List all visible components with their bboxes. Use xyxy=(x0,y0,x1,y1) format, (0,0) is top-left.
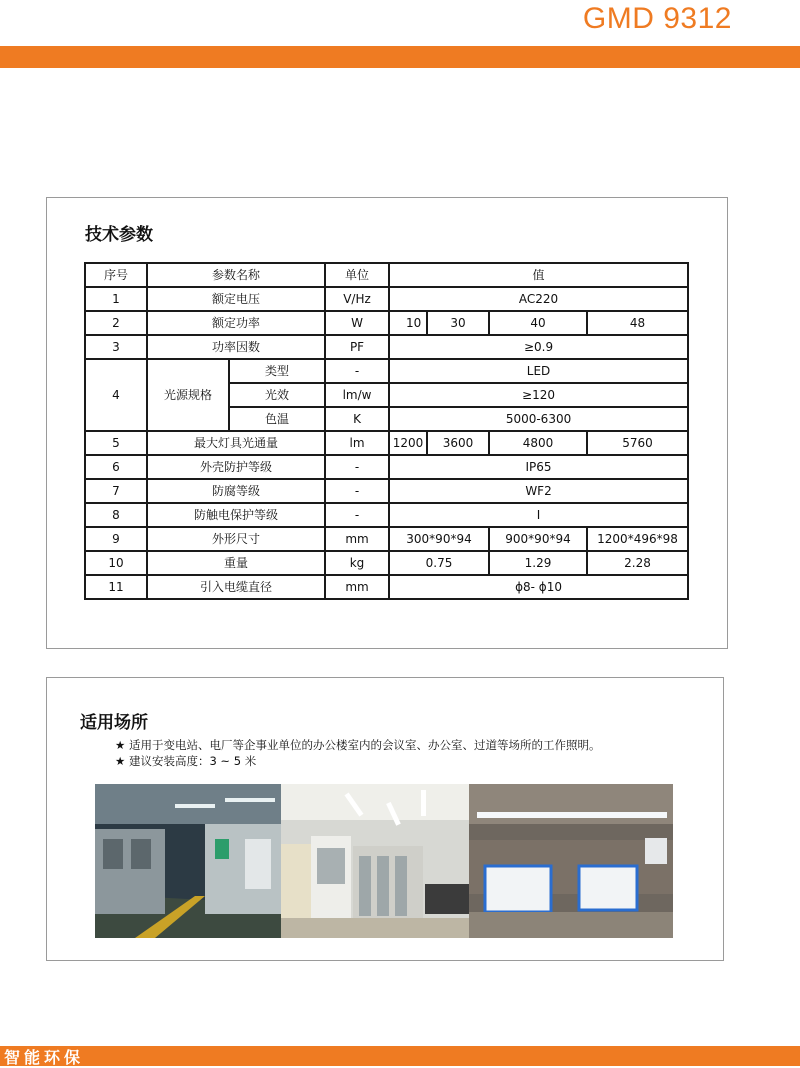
row-value: 40 xyxy=(489,311,587,335)
specs-panel xyxy=(46,197,728,649)
row-value: 1200*496*98 xyxy=(587,527,688,551)
usage-title: 适用场所 xyxy=(80,713,148,733)
usage-bullet: ★ 建议安装高度：3 ~ 5 米 xyxy=(115,754,257,768)
row-name: 重量 xyxy=(147,551,325,575)
row-value: 5000-6300 xyxy=(389,407,688,431)
row-name: 防腐等级 xyxy=(147,479,325,503)
row-value: WF2 xyxy=(389,479,688,503)
row-value: ϕ8- ϕ10 xyxy=(389,575,688,599)
specs-title: 技术参数 xyxy=(85,225,153,245)
row-value: 30 xyxy=(427,311,489,335)
row-name: 额定电压 xyxy=(147,287,325,311)
table-row xyxy=(85,527,688,551)
row-value: 4800 xyxy=(489,431,587,455)
row-unit: W xyxy=(325,311,389,335)
row-name: 类型 xyxy=(229,359,325,383)
row-name: 额定功率 xyxy=(147,311,325,335)
row-value: 3600 xyxy=(427,431,489,455)
row-name: 色温 xyxy=(229,407,325,431)
specs-table xyxy=(84,262,689,600)
row-value: 0.75 xyxy=(389,551,489,575)
row-seq: 4 xyxy=(85,359,147,431)
row-value: 300*90*94 xyxy=(389,527,489,551)
row-value: IP65 xyxy=(389,455,688,479)
table-row xyxy=(85,455,688,479)
usage-bullet: ★ 适用于变电站、电厂等企事业单位的办公楼室内的会议室、办公室、过道等场所的工作照明。 xyxy=(115,738,601,752)
row-value: LED xyxy=(389,359,688,383)
footer-bar xyxy=(0,1046,800,1066)
row-name: 外形尺寸 xyxy=(147,527,325,551)
row-unit: lm xyxy=(325,431,389,455)
photo-control-room xyxy=(281,784,469,938)
row-value: 48 xyxy=(587,311,688,335)
row-seq: 2 xyxy=(85,311,147,335)
row-unit: mm xyxy=(325,575,389,599)
table-row xyxy=(85,359,688,383)
photo-switchgear-room xyxy=(95,784,281,938)
row-name: 功率因数 xyxy=(147,335,325,359)
row-name: 最大灯具光通量 xyxy=(147,431,325,455)
header-value: 值 xyxy=(389,263,688,287)
row-unit: kg xyxy=(325,551,389,575)
row-seq: 3 xyxy=(85,335,147,359)
row-seq: 11 xyxy=(85,575,147,599)
row-unit: - xyxy=(325,455,389,479)
model-number: GMD 9312 xyxy=(582,2,732,35)
row-value: I xyxy=(389,503,688,527)
row-value: 5760 xyxy=(587,431,688,455)
header-unit: 单位 xyxy=(325,263,389,287)
row-seq: 10 xyxy=(85,551,147,575)
table-row xyxy=(85,575,688,599)
row-group: 光源规格 xyxy=(147,359,229,431)
table-row xyxy=(85,335,688,359)
row-unit: - xyxy=(325,503,389,527)
header-seq: 序号 xyxy=(85,263,147,287)
row-name: 防触电保护等级 xyxy=(147,503,325,527)
row-name: 光效 xyxy=(229,383,325,407)
row-seq: 5 xyxy=(85,431,147,455)
table-row xyxy=(85,551,688,575)
cable-tunnel-image xyxy=(469,784,673,938)
row-seq: 7 xyxy=(85,479,147,503)
row-unit: lm/w xyxy=(325,383,389,407)
photo-cable-tunnel xyxy=(469,784,673,938)
row-seq: 8 xyxy=(85,503,147,527)
row-unit: mm xyxy=(325,527,389,551)
row-value: 900*90*94 xyxy=(489,527,587,551)
row-seq: 1 xyxy=(85,287,147,311)
control-room-image xyxy=(281,784,469,938)
header-bar xyxy=(0,46,800,68)
row-unit: PF xyxy=(325,335,389,359)
row-value: 1200 xyxy=(389,431,427,455)
row-value: 10 xyxy=(389,311,427,335)
switchgear-room-image xyxy=(95,784,281,938)
footer-text: 智能环保 xyxy=(4,1048,85,1067)
table-row xyxy=(85,287,688,311)
header-param: 参数名称 xyxy=(147,263,325,287)
usage-bullets xyxy=(115,737,600,769)
row-seq: 6 xyxy=(85,455,147,479)
table-header-row xyxy=(85,263,688,287)
row-unit: K xyxy=(325,407,389,431)
row-value: ≥120 xyxy=(389,383,688,407)
row-value: 2.28 xyxy=(587,551,688,575)
table-row xyxy=(85,311,688,335)
photo-strip xyxy=(95,784,673,938)
table-row xyxy=(85,479,688,503)
usage-panel xyxy=(46,677,724,961)
row-unit: V/Hz xyxy=(325,287,389,311)
table-row xyxy=(85,431,688,455)
row-unit: - xyxy=(325,479,389,503)
row-name: 外壳防护等级 xyxy=(147,455,325,479)
row-value: 1.29 xyxy=(489,551,587,575)
row-value: ≥0.9 xyxy=(389,335,688,359)
row-value: AC220 xyxy=(389,287,688,311)
row-name: 引入电缆直径 xyxy=(147,575,325,599)
table-row xyxy=(85,503,688,527)
row-seq: 9 xyxy=(85,527,147,551)
row-unit: - xyxy=(325,359,389,383)
